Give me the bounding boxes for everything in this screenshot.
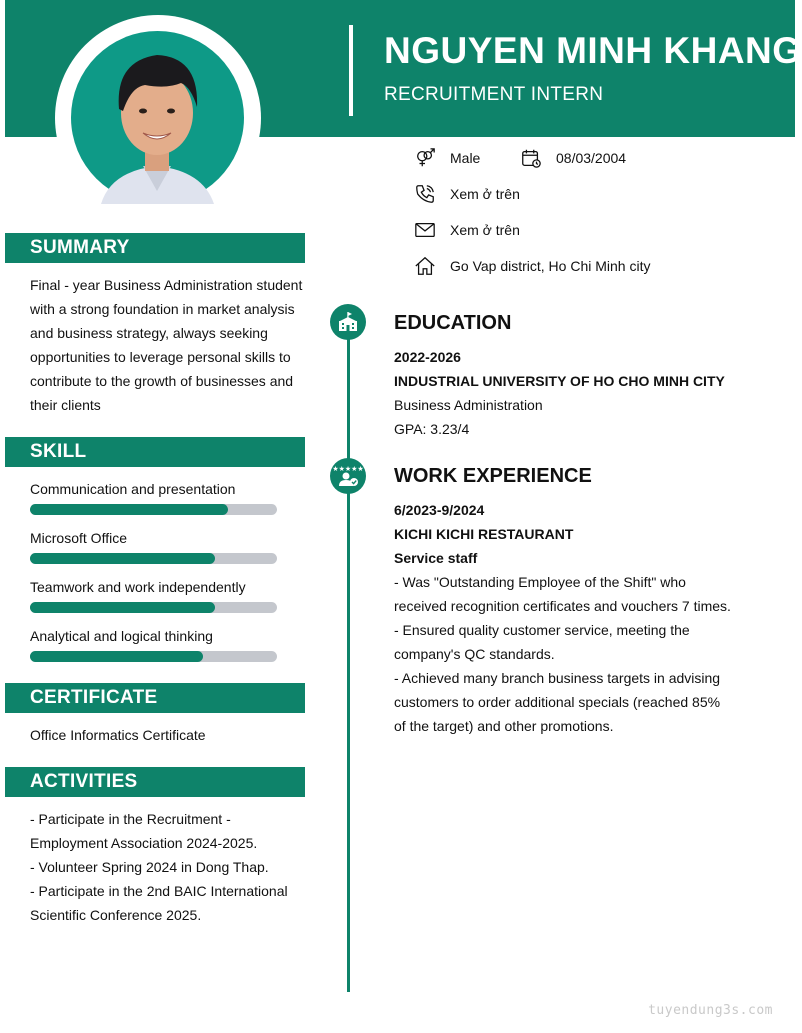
- certificate-heading: CERTIFICATE: [5, 683, 305, 713]
- skill-label: Communication and presentation: [30, 481, 236, 497]
- skill-heading: SKILL: [5, 437, 305, 467]
- address-value: Go Vap district, Ho Chi Minh city: [450, 258, 651, 274]
- contact-dob: [520, 147, 626, 169]
- education-block: [394, 345, 734, 441]
- avatar: [71, 31, 244, 204]
- work-period: 6/2023-9/2024: [394, 502, 485, 518]
- phone-icon: [414, 183, 436, 205]
- activity-item: - Participate in the Recruitment - Employment Association 2024-2025.: [30, 811, 258, 851]
- dob-value: 08/03/2004: [556, 150, 627, 166]
- employee-star-icon: [330, 458, 366, 494]
- activities-heading: ACTIVITIES: [5, 767, 305, 797]
- candidate-name: NGUYEN MINH KHANG: [384, 30, 802, 71]
- gender-icon: [414, 147, 436, 169]
- skill-bar: [30, 504, 277, 515]
- candidate-title: RECRUITMENT INTERN: [384, 84, 604, 105]
- skill-bar-fill: [30, 553, 215, 564]
- education-heading: EDUCATION: [394, 312, 512, 334]
- work-block: [394, 498, 734, 738]
- work-heading: WORK EXPERIENCE: [394, 465, 592, 487]
- gender-value: Male: [450, 150, 481, 166]
- skill-label: Microsoft Office: [30, 530, 127, 546]
- school-icon: [330, 304, 366, 340]
- watermark: tuyendung3s.com: [648, 1003, 773, 1018]
- header-divider: [349, 25, 353, 116]
- timeline-line: [347, 320, 350, 992]
- skill-bar: [30, 553, 277, 564]
- mail-icon: [414, 219, 436, 241]
- activity-item: - Volunteer Spring 2024 in Dong Thap.: [30, 859, 269, 875]
- calendar-icon: [520, 147, 542, 169]
- certificate-text: Office Informatics Certificate: [30, 727, 206, 743]
- skill-bar-fill: [30, 602, 215, 613]
- home-icon: [414, 255, 436, 277]
- summary-text: Final - year Business Administration student with a strong foundation in market analysis and business strategy, always seeking opportunities to leverage personal skills to contribute to the growth of businesses and their clients: [30, 277, 303, 413]
- education-school: INDUSTRIAL UNIVERSITY OF HO CHO MINH CITY: [394, 373, 725, 389]
- contact-gender: [414, 147, 480, 169]
- education-major: Business Administration: [394, 397, 543, 413]
- skill-bar: [30, 602, 277, 613]
- work-bullet: - Ensured quality customer service, meeting the company's QC standards.: [394, 622, 690, 662]
- contact-phone: [414, 183, 520, 205]
- skill-label: Analytical and logical thinking: [30, 628, 213, 644]
- skill-label: Teamwork and work independently: [30, 579, 246, 595]
- education-period: 2022-2026: [394, 349, 461, 365]
- work-company: KICHI KICHI RESTAURANT: [394, 526, 574, 542]
- skill-bar-fill: [30, 651, 203, 662]
- activities-list: [30, 807, 308, 927]
- email-value: Xem ở trên: [450, 222, 520, 238]
- svg-text:★★★★★: ★★★★★: [332, 465, 364, 473]
- work-bullet: - Achieved many branch business targets in advising customers to order additional specials (reached 85% of the target) and other promotions.: [394, 670, 721, 734]
- contact-address: [414, 255, 650, 277]
- phone-value: Xem ở trên: [450, 186, 520, 202]
- education-gpa: GPA: 3.23/4: [394, 421, 470, 437]
- summary-heading: SUMMARY: [5, 233, 305, 263]
- skill-bar-fill: [30, 504, 228, 515]
- activity-item: - Participate in the 2nd BAIC International Scientific Conference 2025.: [30, 883, 288, 923]
- skill-bar: [30, 651, 277, 662]
- work-position: Service staff: [394, 550, 478, 566]
- contact-email: [414, 219, 520, 241]
- work-bullet: - Was "Outstanding Employee of the Shift" who received recognition certificates and vouchers 7 times.: [394, 574, 731, 614]
